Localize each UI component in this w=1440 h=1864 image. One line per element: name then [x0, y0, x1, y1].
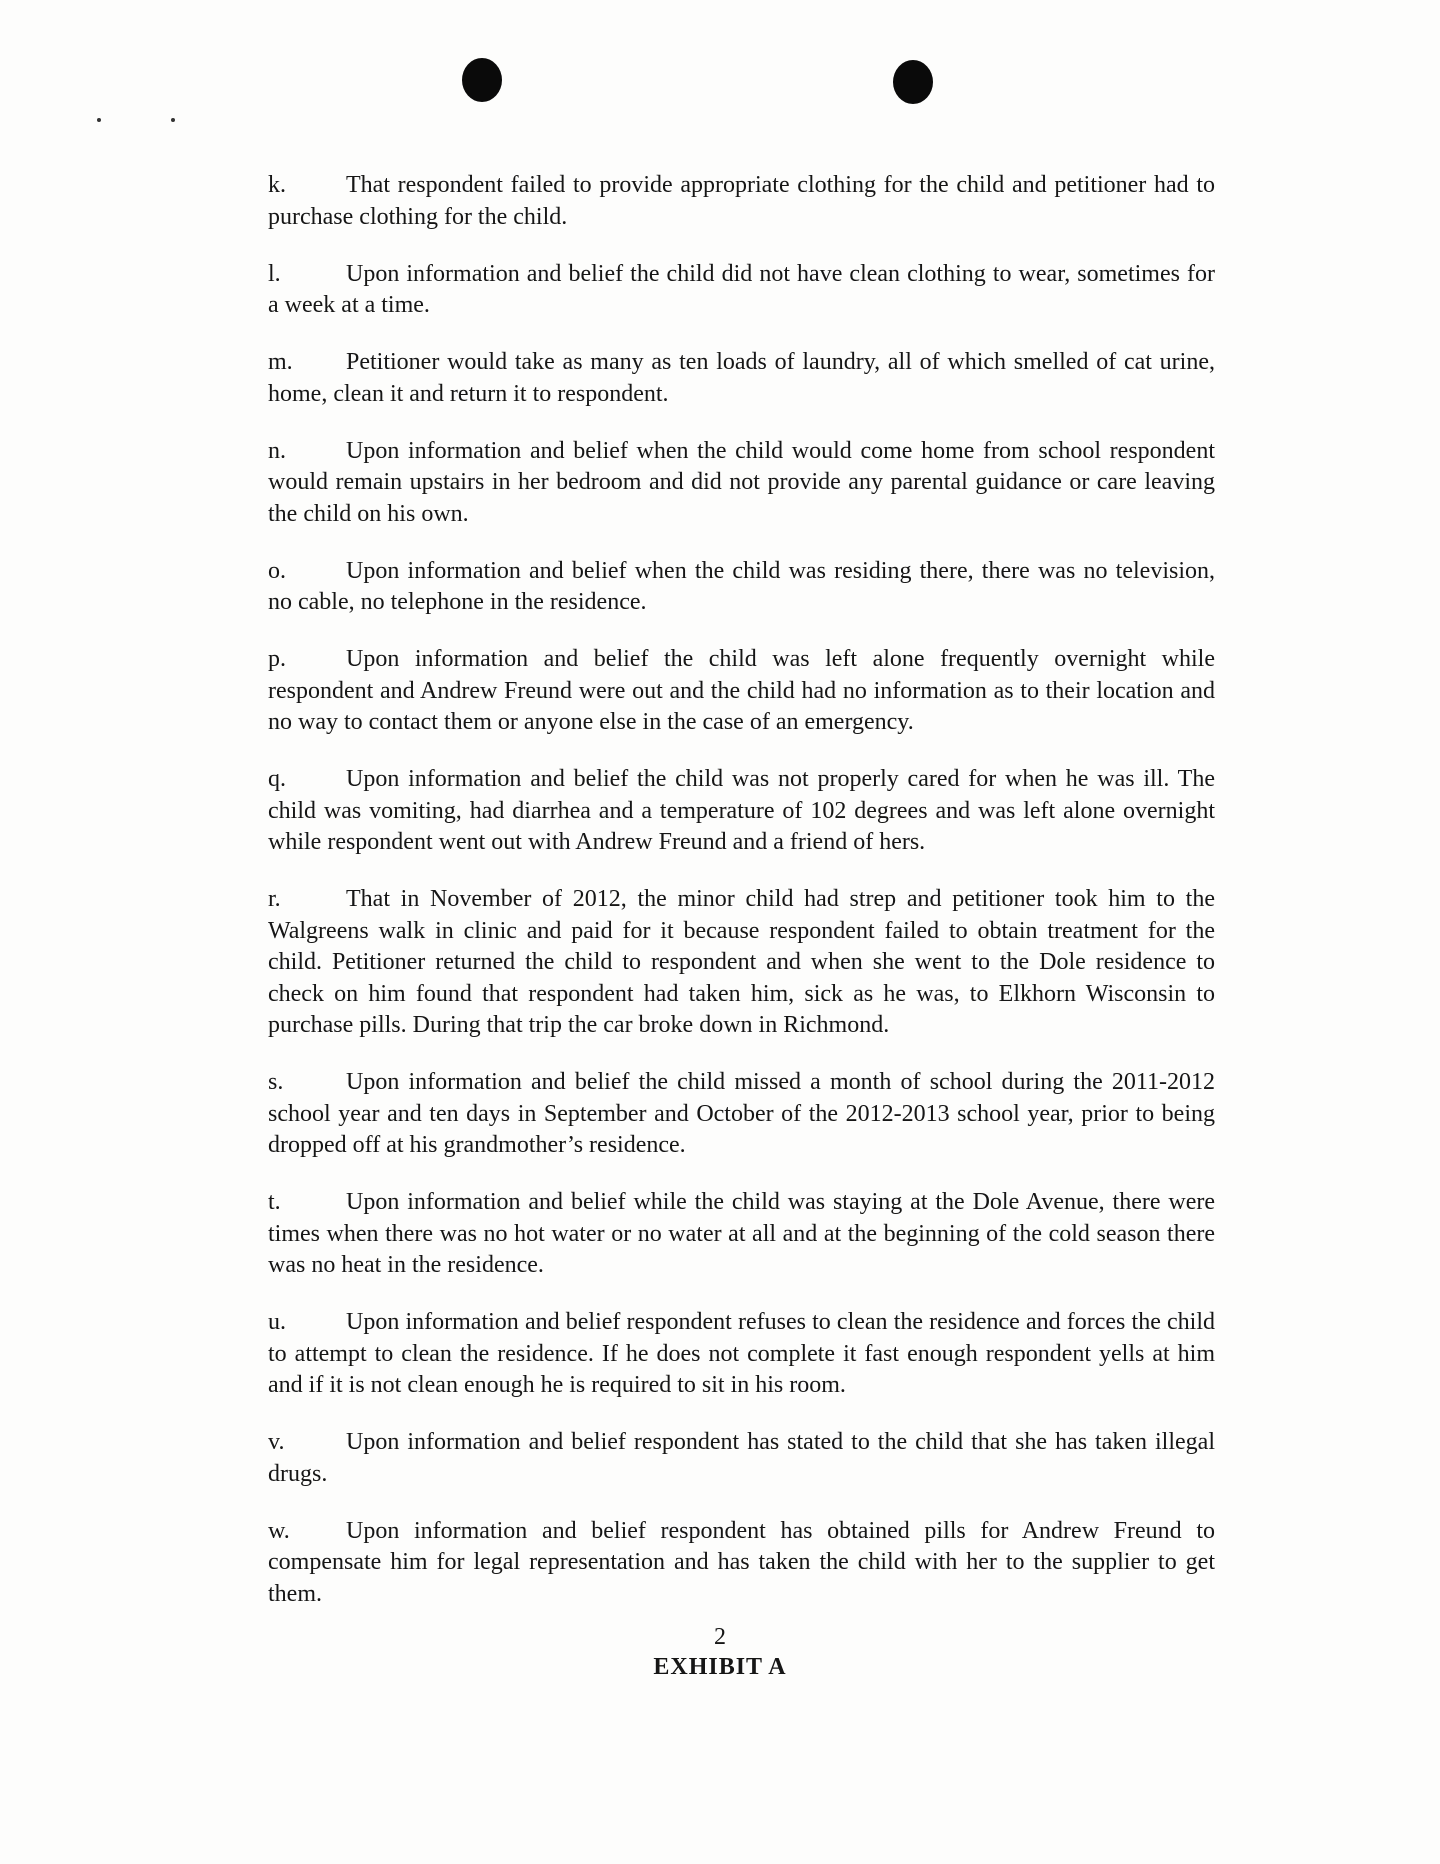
- allegation-item-o: [268, 556, 1215, 619]
- item-letter: p.: [268, 646, 286, 672]
- item-text: That respondent failed to provide appropriate clothing for the child and petitioner had to purchase clothing for the child.: [268, 172, 1215, 230]
- item-letter: o.: [268, 557, 286, 584]
- allegation-item-q: [268, 764, 1215, 859]
- allegation-item-v: [268, 1427, 1215, 1490]
- page-number: 2: [714, 1624, 726, 1650]
- item-letter: l.: [268, 260, 281, 287]
- item-text: Upon information and belief when the child would come home from school respondent would remain upstairs in her bedroom and did not provide any parental guidance or care leaving the child on his own.: [268, 437, 1215, 527]
- item-letter: t.: [268, 1189, 281, 1215]
- allegation-item-p: [268, 644, 1215, 739]
- item-letter: u.: [268, 1309, 286, 1335]
- allegations-list: [268, 170, 1215, 1636]
- punch-hole-right: [893, 60, 933, 104]
- item-text: Upon information and belief the child was not properly cared for when he was ill. The child was vomiting, had diarrhea and a temperature of 102 degrees and was left alone overnight while respondent went out with Andrew Freund and a friend of hers.: [268, 766, 1215, 855]
- scan-speck: [97, 118, 101, 122]
- allegation-item-t: [268, 1187, 1215, 1282]
- allegation-item-u: [268, 1307, 1215, 1402]
- item-letter: q.: [268, 766, 286, 792]
- item-letter: k.: [268, 172, 286, 198]
- allegation-item-s: [268, 1067, 1215, 1162]
- item-text: Upon information and belief respondent has obtained pills for Andrew Freund to compensate him for legal representation and has taken the child with her to the supplier to get them.: [268, 1517, 1215, 1607]
- item-letter: s.: [268, 1069, 284, 1095]
- item-text: Upon information and belief while the child was staying at the Dole Avenue, there were times when there was no hot water or no water at all and at the beginning of the cold season there was no heat in the residence.: [268, 1189, 1215, 1278]
- item-text: That in November of 2012, the minor child had strep and petitioner took him to the Walgreens walk in clinic and paid for it because respondent failed to obtain treatment for the child. Petitioner returned the child to respondent and when she went to the Dole residence to check on him found that respondent had taken him, sick as he was, to Elkhorn Wisconsin to purchase pills. During that trip the car broke down in Richmond.: [268, 886, 1215, 1038]
- allegation-item-l: [268, 259, 1215, 322]
- item-text: Upon information and belief when the child was residing there, there was no television, no cable, no telephone in the residence.: [268, 557, 1215, 615]
- item-text: Upon information and belief the child did not have clean clothing to wear, sometimes for a week at a time.: [268, 260, 1215, 318]
- item-text: Upon information and belief respondent refuses to clean the residence and forces the child to attempt to clean the residence. If he does not complete it fast enough respondent yells at him and if it is not clean enough he is required to sit in his room.: [268, 1309, 1215, 1398]
- allegation-item-k: [268, 170, 1215, 233]
- punch-hole-left: [462, 58, 502, 102]
- item-text: Upon information and belief the child missed a month of school during the 2011-2012 school year and ten days in September and October of the 2012-2013 school year, prior to being dropped off at his grandmother’s residence.: [268, 1069, 1215, 1158]
- scan-speck: [171, 118, 175, 122]
- allegation-item-w: [268, 1516, 1215, 1611]
- item-letter: r.: [268, 886, 281, 912]
- item-text: Petitioner would take as many as ten loads of laundry, all of which smelled of cat urine, home, clean it and return it to respondent.: [268, 349, 1215, 407]
- item-text: Upon information and belief respondent has stated to the child that she has taken illegal drugs.: [268, 1429, 1215, 1487]
- exhibit-label: EXHIBIT A: [653, 1654, 787, 1680]
- item-letter: n.: [268, 437, 286, 464]
- item-letter: v.: [268, 1429, 285, 1455]
- allegation-item-n: [268, 436, 1215, 531]
- allegation-item-r: [268, 884, 1215, 1042]
- item-letter: w.: [268, 1517, 290, 1544]
- item-text: Upon information and belief the child was left alone frequently overnight while respondent and Andrew Freund were out and the child had no information as to their location and no way to contact them or anyone else in the case of an emergency.: [268, 646, 1215, 735]
- allegation-item-m: [268, 347, 1215, 410]
- item-letter: m.: [268, 349, 293, 375]
